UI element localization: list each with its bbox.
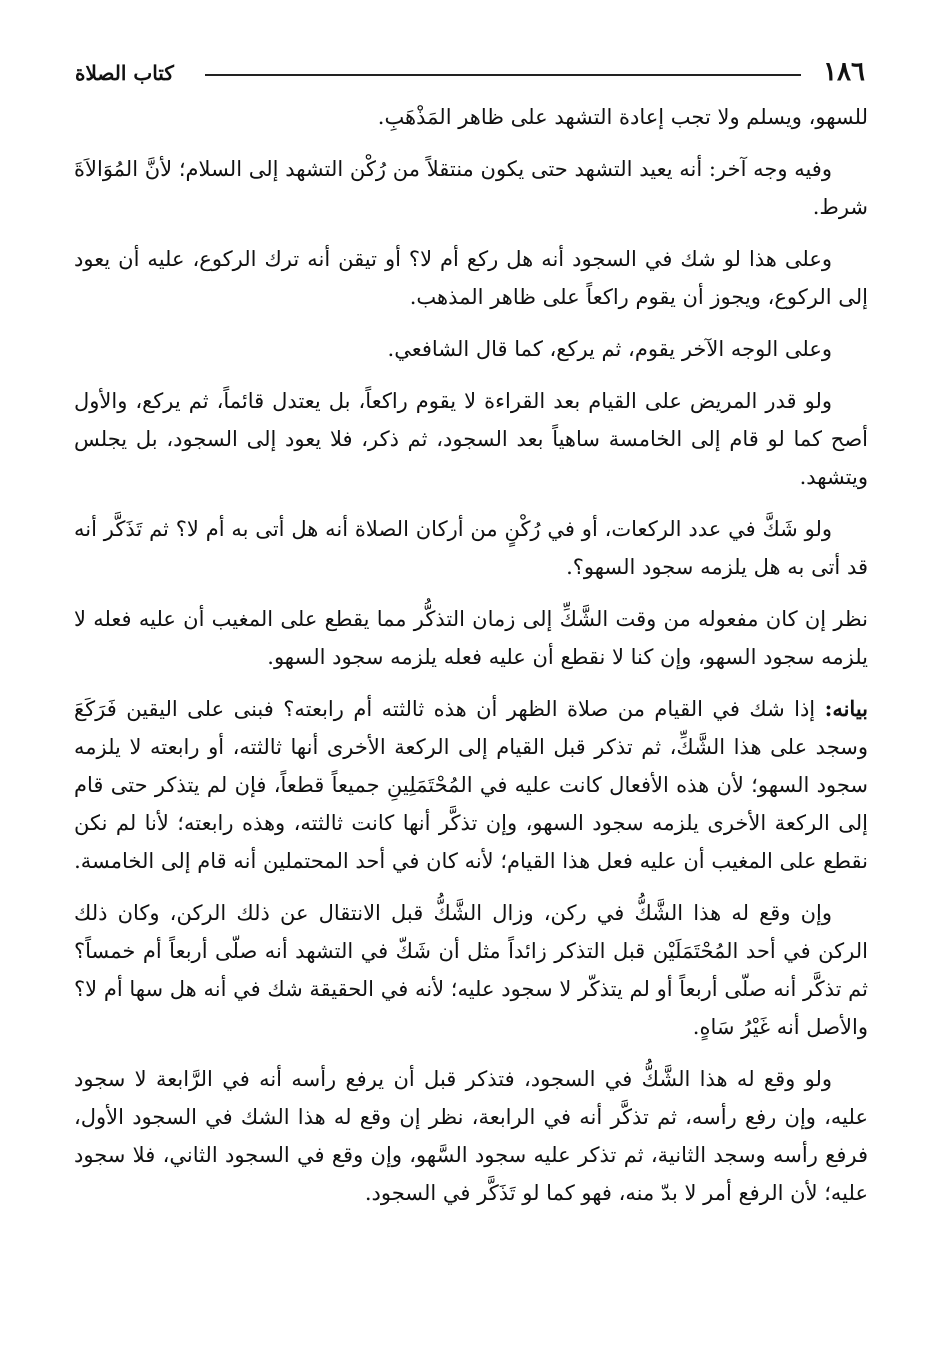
paragraph bbox=[74, 894, 868, 1046]
header-rule bbox=[205, 74, 801, 76]
paragraph-text: نظر إن كان مفعوله من وقت الشَّكِّ إلى زمان التذكُّر مما يقطع على المغيب أن عليه فعله لا يلزمه سجود السهو، وإن كنا لا نقطع أن عليه فعله يلزمه سجود السهو. bbox=[74, 607, 868, 669]
paragraph bbox=[74, 510, 868, 586]
paragraph-text: للسهو، ويسلم ولا تجب إعادة التشهد على ظاهر المَذْهَبِ. bbox=[377, 105, 868, 129]
paragraph bbox=[74, 600, 868, 676]
paragraph-lead: بيانه: bbox=[824, 696, 868, 721]
paragraph bbox=[74, 690, 868, 880]
paragraph bbox=[74, 150, 868, 226]
paragraph-text: وإن وقع له هذا الشَّكُّ في ركن، وزال الشَّكُّ قبل الانتقال عن ذلك الركن، وكان ذلك الركن في أحد المُحْتَمَلَيْن قبل التذكر زائداً مثل أن شَكّ في التشهد أنه صلّى أربعاً أم خمساً؟ ثم تذكَّر أنه صلّى أربعاً أو لم يتذكّر لا سجود عليه؛ لأنه في الحقيقة شك في أنه هل سها أم لا؟ والأصل أنه غَيْرُ سَاهٍ. bbox=[74, 901, 868, 1039]
paragraph-text: وفيه وجه آخر: أنه يعيد التشهد حتى يكون منتقلاً من رُكْن التشهد إلى السلام؛ لأنَّ المُوَالاَةَ شرط. bbox=[74, 157, 868, 219]
body-text bbox=[74, 98, 868, 1226]
paragraph-text: ولو قدر المريض على القيام بعد القراءة لا يقوم راكعاً، بل يعتدل قائماً، ثم يركع، والأول أصح كما لو قام إلى الخامسة ساهياً بعد السجود، ثم ذكر، فلا يعود إلى السجود، بل يجلس ويتشهد. bbox=[74, 389, 868, 489]
page-header bbox=[75, 57, 865, 91]
paragraph bbox=[74, 240, 868, 316]
paragraph bbox=[74, 1060, 868, 1212]
paragraph-text: ولو شَكَّ في عدد الركعات، أو في رُكْنٍ من أركان الصلاة أنه هل أتى به أم لا؟ ثم تَذَكَّر أنه قد أتى به هل يلزمه سجود السهو؟. bbox=[74, 517, 868, 579]
paragraph-text: ولو وقع له هذا الشَّكُّ في السجود، فتذكر قبل أن يرفع رأسه أنه في الرَّابعة لا سجود عليه، وإن رفع رأسه، ثم تذكَّر أنه في الرابعة، نظر إن وقع له هذا الشك في السجود الأول، فرفع رأسه وسجد الثانية، ثم تذكر عليه سجود السَّهو، وإن وقع في السجود الثاني، فلا سجود عليه؛ لأن الرفع أمر لا بدّ منه، فهو كما لو تَذَكَّر في السجود. bbox=[74, 1067, 868, 1205]
paragraph bbox=[74, 98, 868, 136]
paragraph-text: وعلى الوجه الآخر يقوم، ثم يركع، كما قال الشافعي. bbox=[387, 337, 832, 361]
page-number: ١٨٦ bbox=[823, 57, 865, 87]
book-title: كتاب الصلاة bbox=[75, 61, 174, 85]
paragraph bbox=[74, 330, 868, 368]
paragraph-text: وعلى هذا لو شك في السجود أنه هل ركع أم لا؟ أو تيقن أنه ترك الركوع، عليه أن يعود إلى الركوع، ويجوز أن يقوم راكعاً على ظاهر المذهب. bbox=[74, 247, 868, 309]
paragraph bbox=[74, 382, 868, 496]
paragraph-text: إذا شك في القيام من صلاة الظهر أن هذه ثالثته أم رابعته؟ فبنى على اليقين فَرَكَعَ وسجد على هذا الشَّكِّ، ثم تذكر قبل القيام إلى الركعة الأخرى أنها ثالثته، أو رابعته لا يلزمه سجود السهو؛ لأن هذه الأفعال كانت عليه في المُحْتَمَلِينِ جميعاً قطعاً، فإن لم يتذكر حتى قام إلى الركعة الأخرى يلزمه سجود السهو، وإن تذكَّر أنها كانت ثالثته، وهذه رابعته؛ لأنا لم نكن نقطع على المغيب أن عليه فعل هذا القيام؛ لأنه كان في أحد المحتملين أنه قام إلى الخامسة. bbox=[74, 697, 868, 873]
